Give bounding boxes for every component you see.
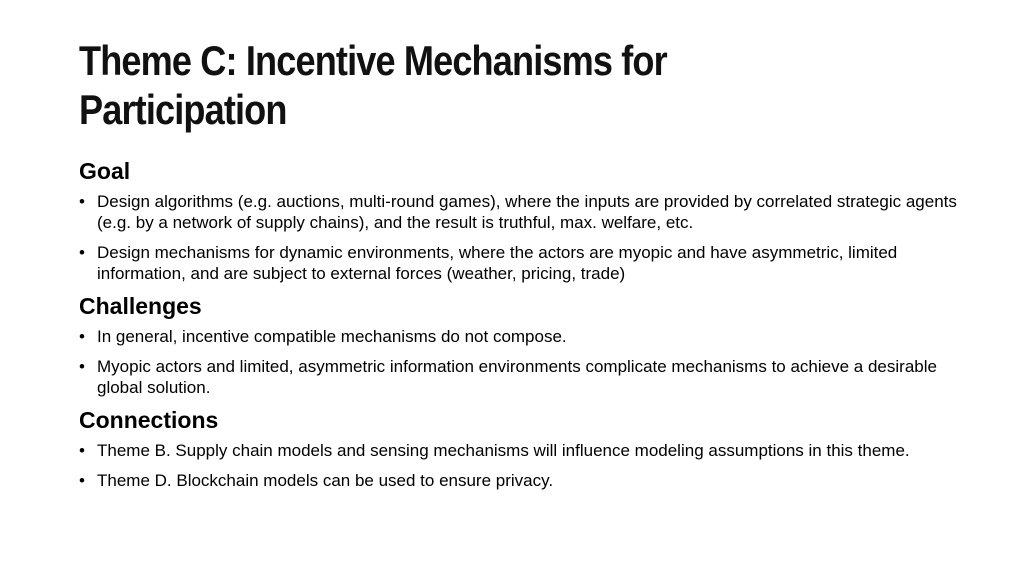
bullet-icon: • [79, 471, 85, 490]
section-goal [79, 156, 959, 284]
slide-body [79, 156, 959, 491]
bullet-list [79, 191, 959, 284]
bullet-text: Theme B. Supply chain models and sensing mechanisms will influence modeling assumptions in this theme. [97, 441, 910, 460]
section-connections [79, 405, 959, 491]
bullet-item [79, 191, 959, 233]
bullet-icon: • [79, 192, 85, 211]
section-heading: Goal [79, 158, 131, 184]
bullet-icon: • [79, 441, 85, 460]
bullet-icon: • [79, 243, 85, 262]
bullet-item [79, 440, 959, 461]
bullet-item [79, 326, 959, 347]
bullet-text: Design mechanisms for dynamic environments, where the actors are myopic and have asymmetric, limited information, and are subject to external forces (weather, pricing, trade) [97, 243, 898, 283]
bullet-text: Myopic actors and limited, asymmetric information environments complicate mechanisms to achieve a desirable global solution. [97, 357, 937, 397]
section-challenges [79, 291, 959, 398]
section-heading: Connections [79, 407, 219, 433]
bullet-list [79, 440, 959, 491]
bullet-text: In general, incentive compatible mechanisms do not compose. [97, 327, 567, 346]
slide-title: Theme C: Incentive Mechanisms for Participation [79, 37, 667, 133]
bullet-icon: • [79, 357, 85, 376]
bullet-list [79, 326, 959, 398]
section-heading: Challenges [79, 293, 202, 319]
bullet-text: Theme D. Blockchain models can be used to ensure privacy. [97, 471, 554, 490]
bullet-text: Design algorithms (e.g. auctions, multi-round games), where the inputs are provided by correlated strategic agents (e.g. by a network of supply chains), and the result is truthful, max. welfare, etc. [97, 192, 957, 232]
bullet-item [79, 242, 959, 284]
bullet-item [79, 356, 959, 398]
bullet-icon: • [79, 327, 85, 346]
bullet-item [79, 470, 959, 491]
